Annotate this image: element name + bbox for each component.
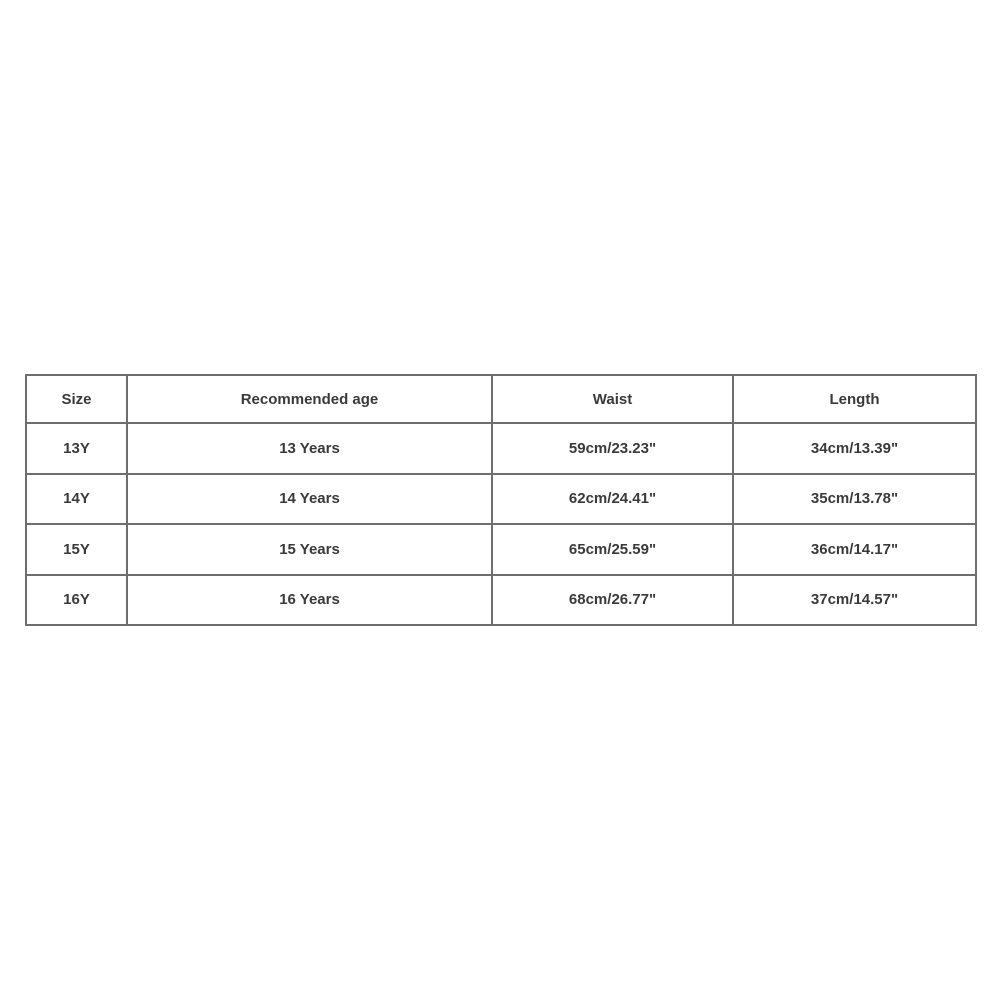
cell-length: 36cm/14.17": [733, 524, 976, 575]
cell-waist: 59cm/23.23": [492, 423, 733, 474]
cell-length: 37cm/14.57": [733, 575, 976, 626]
cell-waist: 65cm/25.59": [492, 524, 733, 575]
header-size: Size: [26, 375, 127, 423]
table-row: [26, 524, 976, 575]
table-body: [26, 423, 976, 625]
header-length: Length: [733, 375, 976, 423]
cell-recommended-age: 16 Years: [127, 575, 492, 626]
table-header: [26, 375, 976, 423]
table-row: [26, 423, 976, 474]
cell-recommended-age: 14 Years: [127, 474, 492, 525]
cell-recommended-age: 15 Years: [127, 524, 492, 575]
cell-size: 14Y: [26, 474, 127, 525]
cell-size: 15Y: [26, 524, 127, 575]
cell-size: 16Y: [26, 575, 127, 626]
cell-waist: 68cm/26.77": [492, 575, 733, 626]
table-row: [26, 575, 976, 626]
table-row: [26, 474, 976, 525]
cell-recommended-age: 13 Years: [127, 423, 492, 474]
header-row: [26, 375, 976, 423]
cell-length: 34cm/13.39": [733, 423, 976, 474]
size-chart-table: [25, 374, 977, 626]
cell-size: 13Y: [26, 423, 127, 474]
cell-waist: 62cm/24.41": [492, 474, 733, 525]
cell-length: 35cm/13.78": [733, 474, 976, 525]
header-recommended-age: Recommended age: [127, 375, 492, 423]
header-waist: Waist: [492, 375, 733, 423]
